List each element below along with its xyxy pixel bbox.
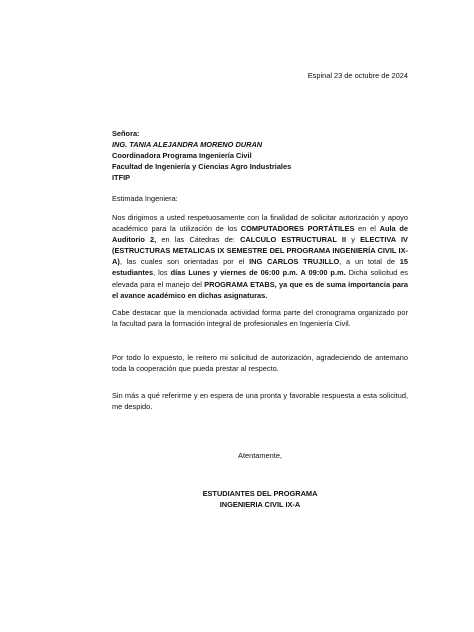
recipient-institution: ITFIP — [112, 173, 131, 183]
signature-block — [112, 488, 408, 510]
recipient-name: ING. TANIA ALEJANDRA MORENO DURAN — [112, 140, 263, 150]
closing: Atentamente, — [238, 451, 282, 460]
p1-bold-professor: ING CARLOS TRUJILLO — [249, 257, 340, 267]
recipient-faculty: Facultad de Ingeniería y Ciencias Agro Industriales — [112, 162, 292, 172]
p1-bold-schedule: días Lunes y viernes de 06:00 p.m. A 09:00 p.m. — [170, 268, 346, 278]
p1-text-8: Dicha solicitud es elevada para el manejo del — [112, 268, 408, 289]
p1-text-5: , las cuales son orientadas por el — [119, 257, 250, 267]
p1-text-2: en el — [354, 224, 380, 234]
paragraph-reiteration: Por todo lo expuesto, le reitero mi solicitud de autorización, agradeciendo de antemano toda la cooperación que pueda prestar al respecto. — [112, 353, 408, 374]
p1-bold-students: 15 estudiantes — [112, 257, 408, 278]
paragraph-request — [112, 212, 408, 301]
recipient-role: Coordinadora Programa Ingeniería Civil — [112, 151, 252, 161]
recipient-block — [112, 128, 408, 183]
paragraph-farewell: Sin más a qué referirme y en espera de una pronta y favorable respuesta a esta solicitud, me despido. — [112, 391, 408, 412]
p1-text-7: , los — [153, 268, 171, 278]
p1-text-4: y — [346, 235, 361, 245]
paragraph-context: Cabe destacar que la mencionada actividad forma parte del cronograma organizado por la facultad para la formación integral de profesionales en Ingeniería Civil. — [112, 308, 408, 329]
p1-bold-course-2: ELECTIVA IV (ESTRUCTURAS METALICAS IX SEMESTRE DEL PROGRAMA INGENIERÍA CIVIL IX-A) — [112, 235, 408, 267]
signature-line-2: INGENIERIA CIVIL IX-A — [219, 500, 301, 510]
p1-text-1: Nos dirigimos a usted respetuosamente con la finalidad de solicitar autorización y apoyo académico para la utilización de los — [112, 213, 408, 234]
greeting: Estimada Ingeniera: — [112, 194, 178, 203]
p1-text-6: , a un total de — [339, 257, 400, 267]
p1-text-3: en las Cátedras de: — [156, 235, 241, 245]
p1-bold-course-1: CALCULO ESTRUCTURAL II — [240, 235, 347, 245]
signature-line-1: ESTUDIANTES DEL PROGRAMA — [202, 489, 318, 498]
recipient-salutation: Señora: — [112, 129, 140, 138]
p1-bold-laptops: COMPUTADORES PORTÁTILES — [240, 224, 355, 234]
p1-bold-room: Aula de Auditorio 2, — [112, 224, 408, 245]
letter-date: Espinal 23 de octubre de 2024 — [307, 71, 408, 80]
p1-bold-program: PROGRAMA ETABS, ya que es de suma importancia para el avance académico en dichas asignaturas. — [112, 279, 408, 300]
